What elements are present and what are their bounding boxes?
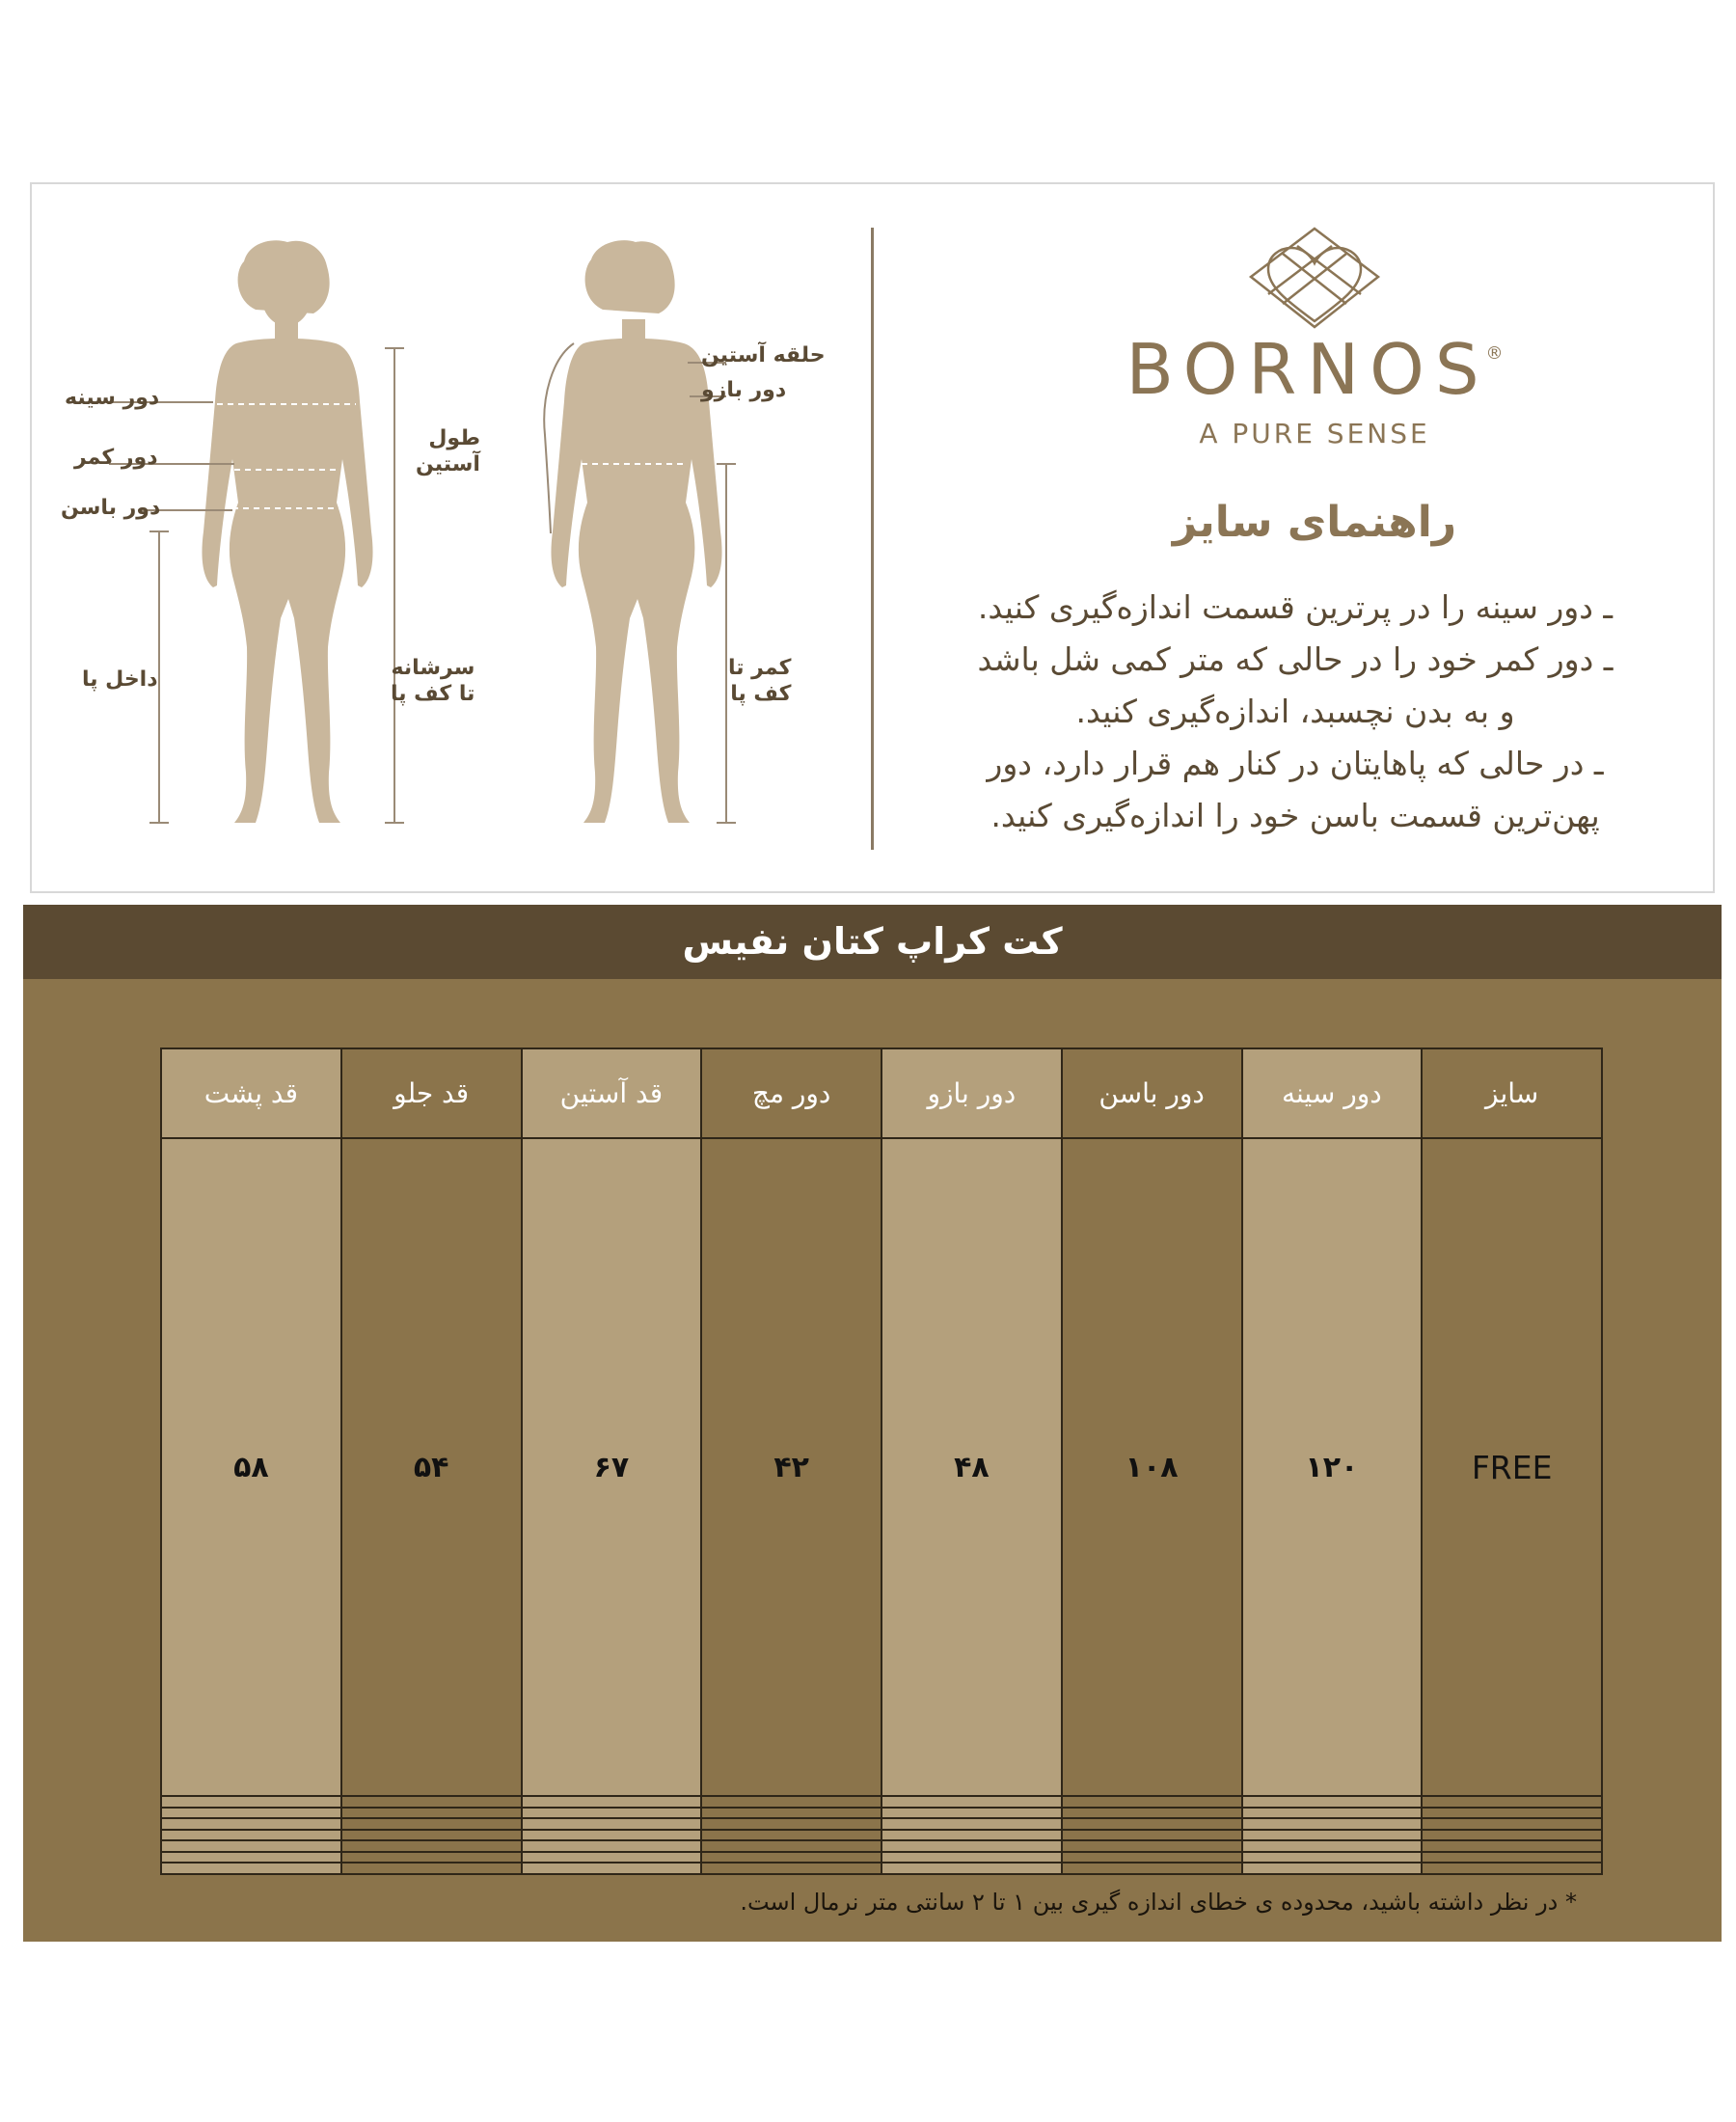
- guide-line: و به بدن نچسبد، اندازه‌گیری کنید.: [1075, 693, 1515, 730]
- guide-line: ـ دور سینه را در پرترین قسمت اندازه‌گیری کنید.: [977, 588, 1614, 626]
- table-cell: [1062, 1808, 1242, 1819]
- table-row: [161, 1138, 1602, 1796]
- table-cell: [1242, 1808, 1423, 1819]
- label-front-waist: دور کمر: [74, 446, 158, 470]
- body-measurement-illustration: [51, 232, 881, 850]
- label-back-waist-to-floor: [728, 655, 791, 707]
- brand-name: BORNOS: [1126, 329, 1490, 410]
- footnote: * در نظر داشته باشید، محدوده ی خطای اندازه گیری بین ۱ تا ۲ سانتی متر نرمال است.: [740, 1889, 1577, 1916]
- brand-tagline: A PURE SENSE: [1199, 418, 1430, 449]
- table-row: [161, 1818, 1602, 1830]
- table-cell: [1242, 1863, 1423, 1874]
- table-cell: [1422, 1863, 1602, 1874]
- label-front-shoulder-to-floor: [391, 655, 475, 707]
- table-row: [161, 1830, 1602, 1841]
- guide-line: ـ در حالی که پاهایتان در کنار هم قرار دارد، دور: [987, 745, 1604, 782]
- table-cell: ۴۸: [882, 1138, 1062, 1796]
- table-cell: [882, 1808, 1062, 1819]
- table-cell: [701, 1852, 882, 1864]
- table-cell: [522, 1808, 702, 1819]
- table-cell: [1062, 1818, 1242, 1830]
- product-title: کت کراپ کتان نفیس: [23, 905, 1722, 979]
- table-cell: [341, 1840, 522, 1852]
- table-cell: [1242, 1852, 1423, 1864]
- guide-title: راهنمای سایز: [1172, 498, 1457, 547]
- table-cell: [1422, 1830, 1602, 1841]
- table-cell: [1242, 1818, 1423, 1830]
- table-cell: [161, 1796, 341, 1808]
- label-back-sleeve-line1: طول: [428, 426, 480, 450]
- table-cell: [882, 1852, 1062, 1864]
- back-figure-torso: [551, 339, 721, 823]
- table-cell: [1422, 1796, 1602, 1808]
- table-cell: [882, 1840, 1062, 1852]
- table-header-cell: قد جلو: [341, 1048, 522, 1138]
- guide-instructions: [890, 582, 1700, 842]
- table-cell: [161, 1830, 341, 1841]
- table-cell: [341, 1863, 522, 1874]
- table-cell: [882, 1863, 1062, 1874]
- table-cell: [701, 1863, 882, 1874]
- size-guide-card: [30, 182, 1715, 893]
- table-cell: [522, 1863, 702, 1874]
- table-cell: [701, 1818, 882, 1830]
- label-back-sleeve-length: [416, 425, 480, 477]
- table-cell: [1422, 1852, 1602, 1864]
- table-header-cell: دور باسن: [1062, 1048, 1242, 1138]
- table-cell: [1062, 1852, 1242, 1864]
- table-row: [161, 1852, 1602, 1864]
- table-cell: [161, 1852, 341, 1864]
- label-front-hip: دور باسن: [61, 496, 161, 520]
- label-front-shoulder-line2: تا کف پا: [391, 682, 475, 706]
- table-cell: [1422, 1818, 1602, 1830]
- table-cell: [701, 1808, 882, 1819]
- table-cell: [1062, 1863, 1242, 1874]
- table-cell: ۵۸: [161, 1138, 341, 1796]
- guide-line: ـ دور کمر خود را در حالی که متر کمی شل باشد: [977, 640, 1614, 678]
- table-header-cell: دور مچ: [701, 1048, 882, 1138]
- label-back-armhole: حلقه آستین: [701, 343, 826, 367]
- label-front-shoulder-line1: سرشانه: [391, 656, 475, 680]
- table-cell: [341, 1830, 522, 1841]
- guide-line: پهن‌ترین قسمت باسن خود را اندازه‌گیری کنید.: [990, 797, 1600, 834]
- table-header-cell: دور بازو: [882, 1048, 1062, 1138]
- table-cell: [701, 1830, 882, 1841]
- table-cell: ۶۷: [522, 1138, 702, 1796]
- table-header-row: [161, 1048, 1602, 1138]
- table-cell: [341, 1852, 522, 1864]
- registered-mark: ®: [1485, 343, 1504, 364]
- table-cell: [701, 1840, 882, 1852]
- table-header-cell: قد آستین: [522, 1048, 702, 1138]
- table-cell: [341, 1818, 522, 1830]
- label-front-inseam: داخل پا: [82, 667, 158, 692]
- table-cell: [522, 1852, 702, 1864]
- table-row: [161, 1863, 1602, 1874]
- table-cell: [1062, 1840, 1242, 1852]
- table-cell: [522, 1796, 702, 1808]
- table-header-cell: سایز: [1422, 1048, 1602, 1138]
- size-table-panel: [23, 905, 1722, 1942]
- table-row: [161, 1840, 1602, 1852]
- label-back-waist-line1: کمر تا: [728, 656, 792, 680]
- table-cell: [161, 1818, 341, 1830]
- table-row: [161, 1808, 1602, 1819]
- table-cell: [161, 1840, 341, 1852]
- table-cell: [522, 1818, 702, 1830]
- table-cell: ۱۲۰: [1242, 1138, 1423, 1796]
- table-cell: [1062, 1830, 1242, 1841]
- table-cell: ۱۰۸: [1062, 1138, 1242, 1796]
- brand-wordmark: [1025, 329, 1604, 410]
- table-cell: [1242, 1840, 1423, 1852]
- back-figure-hair: [585, 240, 675, 313]
- diamond-heart-logo-icon: [1247, 225, 1382, 331]
- table-cell: [882, 1818, 1062, 1830]
- table-row: [161, 1796, 1602, 1808]
- table-cell: [1242, 1796, 1423, 1808]
- table-cell: [701, 1796, 882, 1808]
- table-header-cell: قد پشت: [161, 1048, 341, 1138]
- table-cell: [341, 1796, 522, 1808]
- table-cell: [1422, 1808, 1602, 1819]
- front-figure-torso: [202, 339, 372, 823]
- table-cell: [522, 1840, 702, 1852]
- label-back-sleeve-line2: آستین: [416, 452, 480, 476]
- vertical-divider: [871, 228, 874, 850]
- table-cell: [341, 1808, 522, 1819]
- table-cell: ۵۴: [341, 1138, 522, 1796]
- table-cell: [1422, 1840, 1602, 1852]
- table-cell: [1062, 1796, 1242, 1808]
- brand-block: [1025, 225, 1604, 466]
- table-cell: [522, 1830, 702, 1841]
- table-cell: ۴۲: [701, 1138, 882, 1796]
- table-cell: [882, 1796, 1062, 1808]
- label-back-arm: دور بازو: [701, 378, 787, 402]
- table-cell: [161, 1863, 341, 1874]
- table-cell-size: FREE: [1422, 1138, 1602, 1796]
- label-back-waist-line2: کف پا: [730, 682, 792, 706]
- empty-rows: [161, 1796, 1602, 1874]
- size-table: [160, 1047, 1603, 1875]
- table-cell: [161, 1808, 341, 1819]
- table-cell: [1242, 1830, 1423, 1841]
- table-cell: [882, 1830, 1062, 1841]
- table-header-cell: دور سینه: [1242, 1048, 1423, 1138]
- label-front-chest: دور سینه: [65, 386, 160, 410]
